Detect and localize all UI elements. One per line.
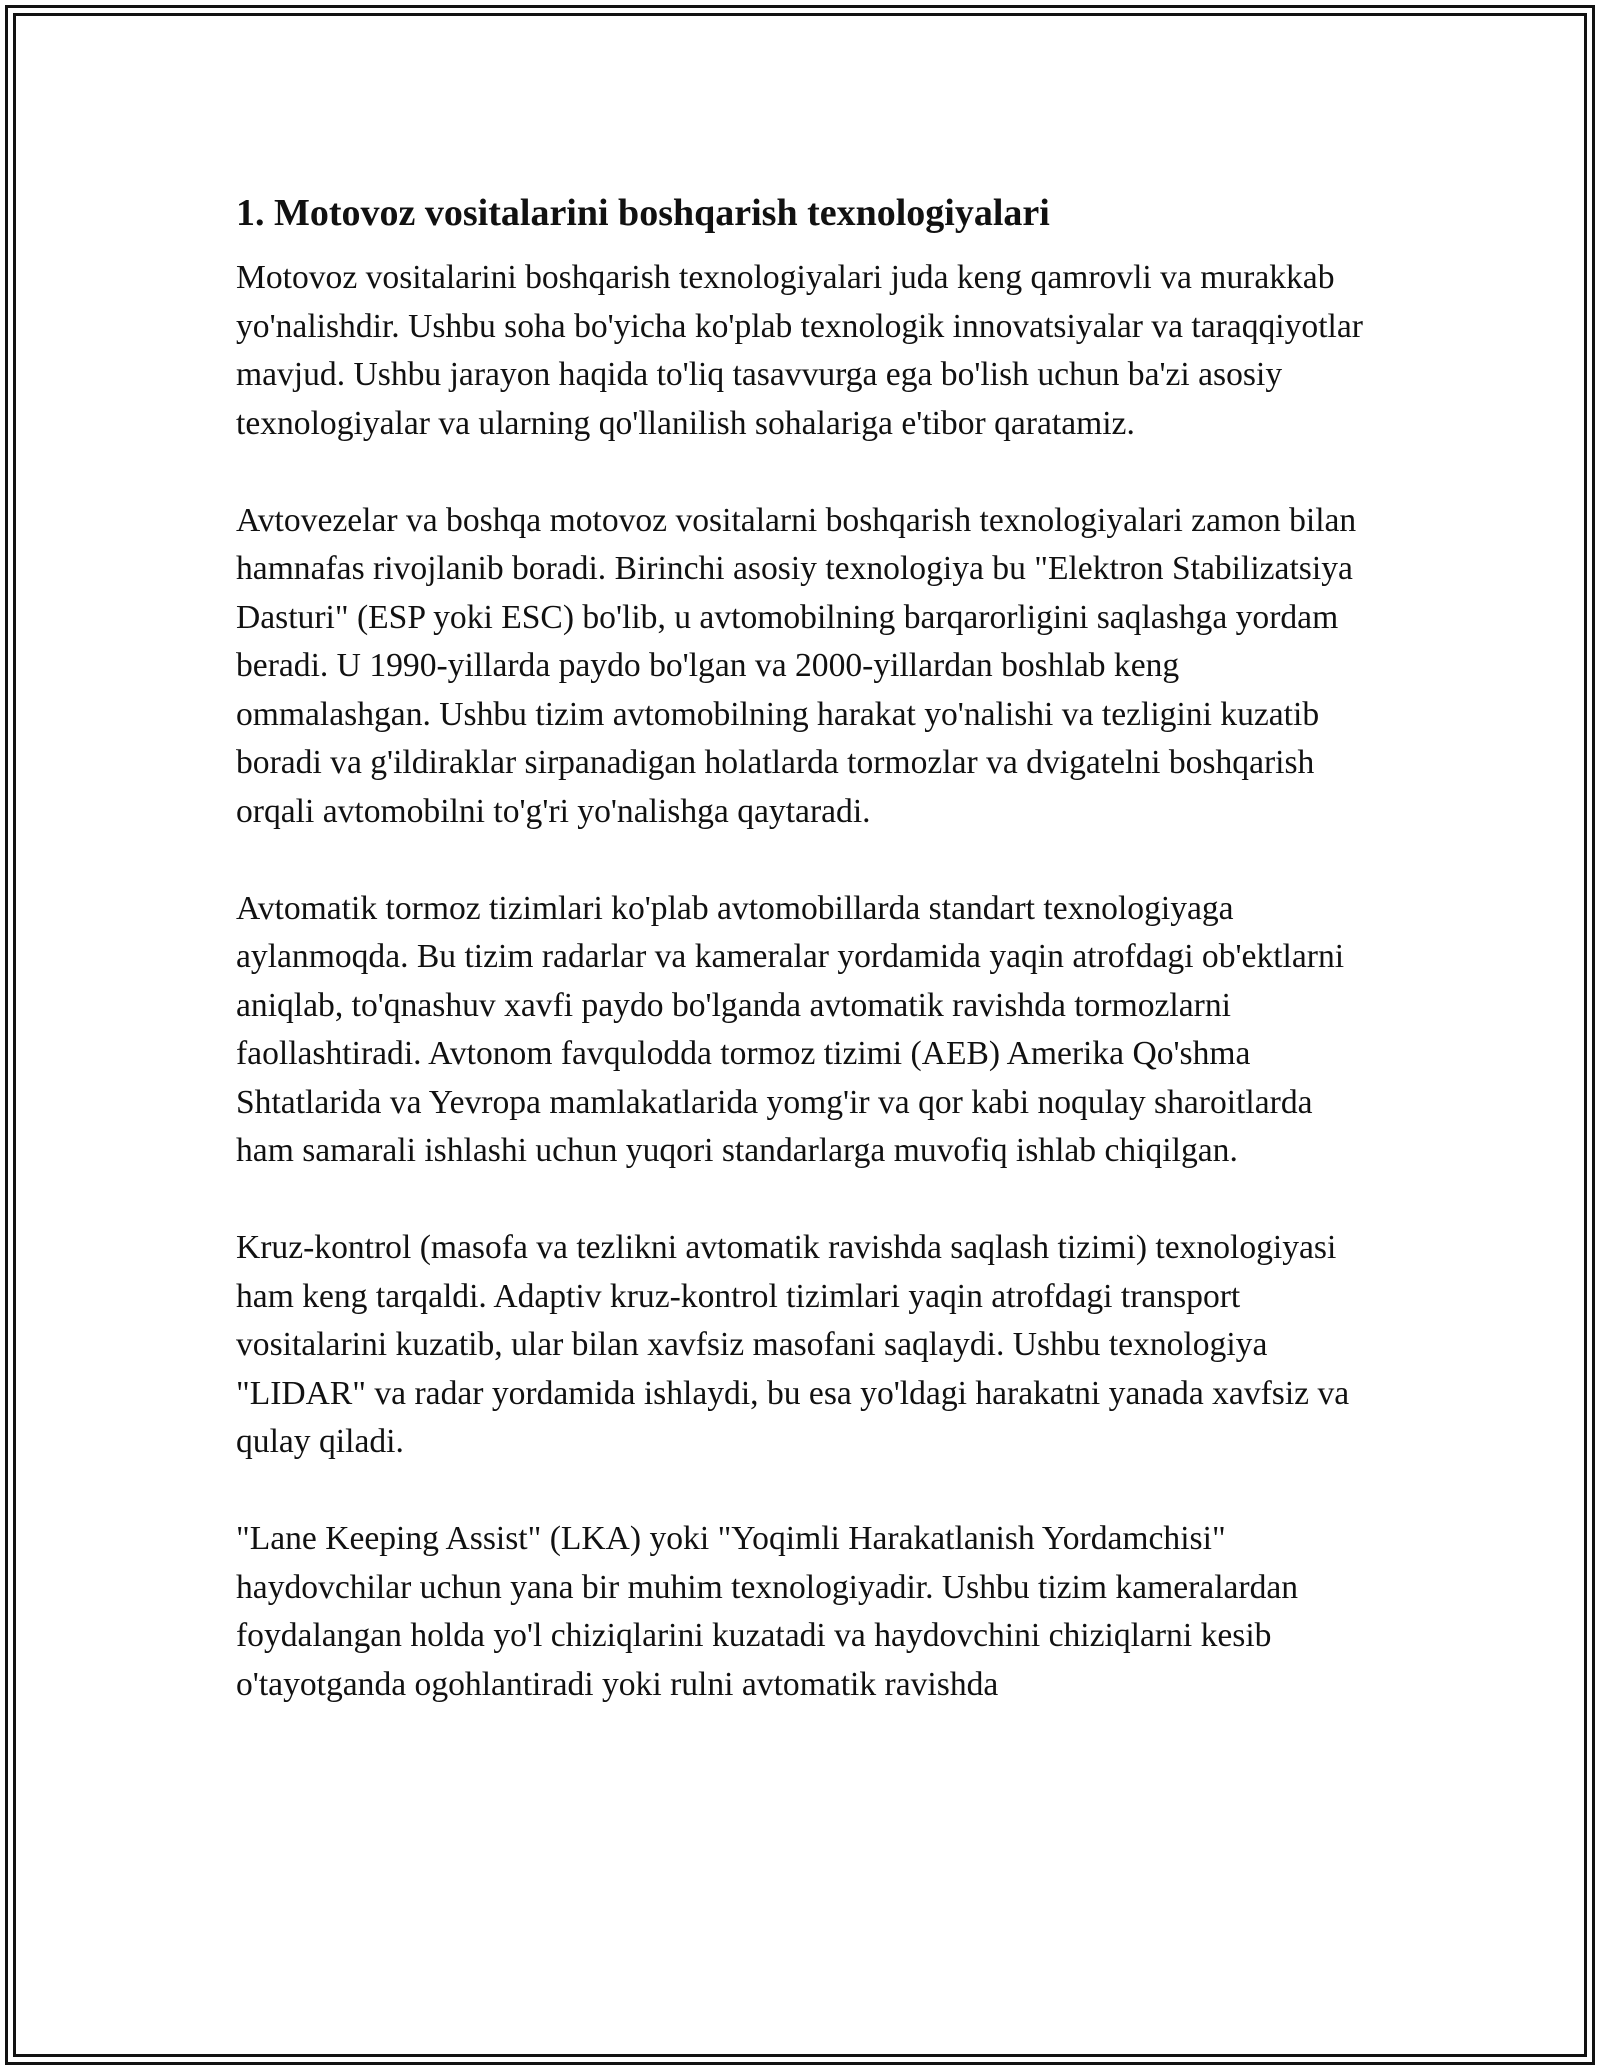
section-heading: 1. Motovoz vositalarini boshqarish texnologiyalari <box>236 192 1050 234</box>
paragraph-aeb: Avtomatik tormoz tizimlari ko'plab avtomobillarda standart texnologiyaga aylanmoqda. Bu tizim radarlar va kameralar yordamida yaqin atrofdagi ob'ektlarni aniqlab, to'qnashuv xavfi paydo bo'lganda avtomatik ravishda tormozlarni faollashtiradi. Avtonom favqulodda tormoz tizimi (AEB) Amerika Qo'shma Shtatlarida va Yevropa mamlakatlarida yomg'ir va qor kabi noqulay sharoitlarda ham samarali ishlashi uchun yuqori standarlarga muvofiq ishlab chiqilgan. <box>236 889 1345 1169</box>
paragraph-cruise-control: Kruz-kontrol (masofa va tezlikni avtomatik ravishda saqlash tizimi) texnologiyasi ham keng tarqaldi. Adaptiv kruz-kontrol tizimlari yaqin atrofdagi transport vositalarini kuzatib, ular bilan xavfsiz masofani saqlaydi. Ushbu texnologiya "LIDAR" va radar yordamida ishlaydi, bu esa yo'ldagi harakatni yanada xavfsiz va qulay qiladi. <box>236 1229 1350 1460</box>
document-body <box>236 184 1366 1709</box>
paragraph-lane-keeping: "Lane Keeping Assist" (LKA) yoki "Yoqimli Harakatlanish Yordamchisi" haydovchilar uchun yana bir muhim texnologiyadir. Ushbu tizim kameralardan foydalangan holda yo'l chiziqlarini kuzatadi va haydovchini chiziqlarni kesib o'tayotganda ogohlantiradi yoki rulni avtomatik ravishda <box>236 1520 1299 1703</box>
paragraph-esp: Avtovezelar va boshqa motovoz vositalarni boshqarish texnologiyalari zamon bilan hamnafas rivojlanib boradi. Birinchi asosiy texnologiya bu "Elektron Stabilizatsiya Dasturi" (ESP yoki ESC) bo'lib, u avtomobilning barqarorligini saqlashga yordam beradi. U 1990-yillarda paydo bo'lgan va 2000-yillardan boshlab keng ommalashgan. Ushbu tizim avtomobilning harakat yo'nalishi va tezligini kuzatib boradi va g'ildiraklar sirpanadigan holatlarda tormozlar va dvigatelni boshqarish orqali avtomobilni to'g'ri yo'nalishga qaytaradi. <box>236 501 1357 830</box>
paragraph-intro: Motovoz vositalarini boshqarish texnologiyalari juda keng qamrovli va murakkab yo'nalishdir. Ushbu soha bo'yicha ko'plab texnologik innovatsiyalar va taraqqiyotlar mavjud. Ushbu jarayon haqida to'liq tasavvurga ega bo'lish uchun ba'zi asosiy texnologiyalar va ularning qo'llanilish sohalariga e'tibor qaratamiz. <box>236 259 1363 442</box>
